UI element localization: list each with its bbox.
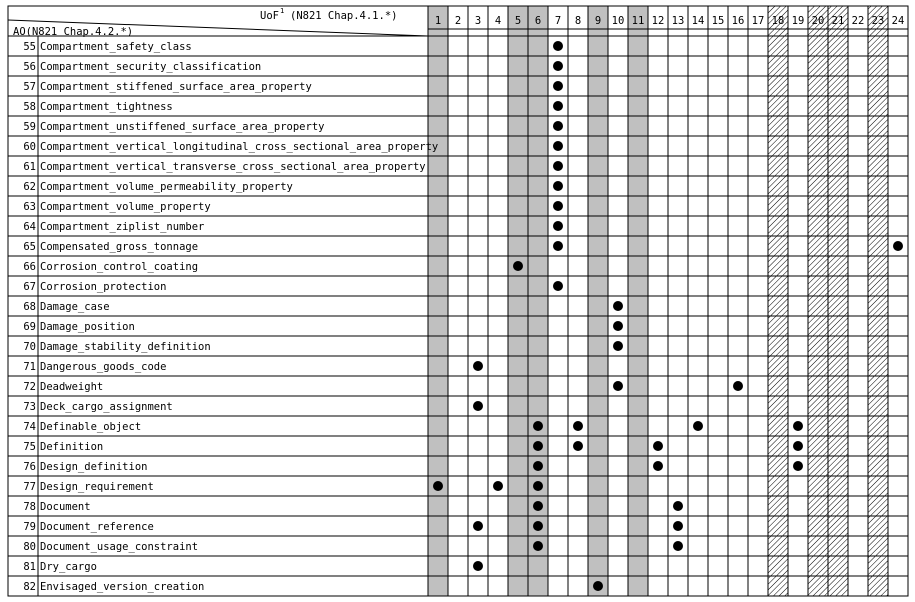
- row-label: Document_usage_constraint: [40, 541, 199, 553]
- mark-dot: [733, 381, 743, 391]
- row-label: Document: [40, 501, 91, 513]
- row-number: 56: [23, 61, 36, 73]
- row-label: Damage_case: [40, 301, 110, 313]
- column-fill-5: [508, 6, 528, 596]
- row-label: Document_reference: [40, 521, 154, 533]
- mark-dot: [493, 481, 503, 491]
- uof-label: UoF: [260, 10, 279, 22]
- mark-dot: [513, 261, 523, 271]
- row-number: 81: [23, 561, 36, 573]
- mark-dot: [653, 441, 663, 451]
- row-label: Compartment_stiffened_surface_area_property: [40, 81, 312, 93]
- column-header-11: 11: [631, 15, 645, 27]
- row-number: 73: [23, 401, 36, 413]
- row-label: Design_requirement: [40, 481, 154, 493]
- mark-dot: [673, 541, 683, 551]
- row-number: 75: [23, 441, 36, 453]
- mark-dot: [553, 81, 563, 91]
- column-header-21: 21: [831, 15, 845, 27]
- row-label: Corrosion_control_coating: [40, 261, 199, 273]
- mark-dot: [553, 281, 563, 291]
- mark-dot: [553, 201, 563, 211]
- ao-label: AO(N821 Chap.4.2.*): [13, 26, 134, 38]
- row-number: 55: [23, 41, 36, 53]
- row-number: 70: [23, 341, 36, 353]
- mark-dot: [553, 221, 563, 231]
- column-header-1: 1: [434, 15, 442, 27]
- mark-dot: [553, 41, 563, 51]
- mark-dot: [673, 501, 683, 511]
- mark-dot: [533, 541, 543, 551]
- row-label: Compartment_vertical_transverse_cross_sectional_area_property: [40, 161, 426, 173]
- mark-dot: [893, 241, 903, 251]
- mark-dot: [553, 161, 563, 171]
- row-number: 61: [23, 161, 36, 173]
- column-fill-20: [808, 6, 828, 596]
- row-label: Compartment_volume_property: [40, 201, 211, 213]
- row-number: 57: [23, 81, 36, 93]
- column-fill-21: [828, 6, 848, 596]
- mark-dot: [613, 301, 623, 311]
- row-label: Compartment_volume_permeability_property: [40, 181, 293, 193]
- mark-dot: [553, 181, 563, 191]
- row-label: Compartment_security_classification: [40, 61, 262, 73]
- column-fill-9: [588, 6, 608, 596]
- column-header-13: 13: [671, 15, 685, 27]
- row-label: Definition: [40, 441, 104, 453]
- row-label: Compartment_tightness: [40, 101, 173, 113]
- row-number: 74: [23, 421, 36, 433]
- row-label: Design_definition: [40, 461, 148, 473]
- mark-dot: [613, 381, 623, 391]
- row-number: 65: [23, 241, 36, 253]
- row-labels: [23, 41, 438, 593]
- column-header-23: 23: [871, 15, 885, 27]
- column-header-8: 8: [574, 15, 582, 27]
- row-label: Compartment_safety_class: [40, 41, 192, 53]
- row-label: Dangerous_goods_code: [40, 361, 167, 373]
- mark-dot: [653, 461, 663, 471]
- column-fill-1: [428, 6, 448, 596]
- column-headers: [435, 15, 904, 27]
- row-label: Compartment_ziplist_number: [40, 221, 205, 233]
- row-number: 60: [23, 141, 36, 153]
- row-number: 58: [23, 101, 36, 113]
- row-label: Deck_cargo_assignment: [40, 401, 173, 413]
- mark-dot: [553, 141, 563, 151]
- row-label: Damage_position: [40, 321, 135, 333]
- row-number: 80: [23, 541, 36, 553]
- column-header-19: 19: [791, 15, 805, 27]
- mark-dot: [433, 481, 443, 491]
- mark-dot: [673, 521, 683, 531]
- row-number: 67: [23, 281, 36, 293]
- column-header-5: 5: [514, 15, 522, 27]
- row-number: 77: [23, 481, 36, 493]
- row-number: 62: [23, 181, 36, 193]
- mark-dot: [533, 501, 543, 511]
- mark-dot: [613, 321, 623, 331]
- row-number: 76: [23, 461, 36, 473]
- mark-dot: [793, 461, 803, 471]
- mark-dot: [573, 421, 583, 431]
- mark-dot: [533, 481, 543, 491]
- column-header-9: 9: [594, 15, 602, 27]
- column-fill-23: [868, 6, 888, 596]
- column-header-2: 2: [454, 15, 462, 27]
- column-fill-11: [628, 6, 648, 596]
- row-label: Envisaged_version_creation: [40, 581, 205, 593]
- mark-dot: [533, 421, 543, 431]
- row-number: 68: [23, 301, 36, 313]
- mark-dot: [533, 521, 543, 531]
- mark-dot: [473, 361, 483, 371]
- mark-dot: [553, 61, 563, 71]
- column-header-18: 18: [771, 15, 785, 27]
- row-label: Deadweight: [40, 381, 104, 393]
- mark-dot: [473, 561, 483, 571]
- uof-chapter-ref: (N821 Chap.4.1.*): [290, 10, 398, 22]
- column-header-3: 3: [474, 15, 482, 27]
- column-header-15: 15: [711, 15, 725, 27]
- row-label: Dry_cargo: [40, 561, 97, 573]
- mark-dot: [533, 461, 543, 471]
- row-label: Definable_object: [40, 421, 142, 433]
- row-number: 78: [23, 501, 36, 513]
- column-header-24: 24: [891, 15, 905, 27]
- mark-dot: [553, 241, 563, 251]
- mark-dot: [553, 121, 563, 131]
- row-number: 64: [23, 221, 36, 233]
- column-header-6: 6: [534, 15, 542, 27]
- row-label: Corrosion_protection: [40, 281, 167, 293]
- column-header-12: 12: [651, 15, 665, 27]
- column-header-7: 7: [554, 15, 562, 27]
- mark-dot: [553, 101, 563, 111]
- column-header-16: 16: [731, 15, 745, 27]
- mark-dot: [793, 441, 803, 451]
- row-label: Compensated_gross_tonnage: [40, 241, 199, 253]
- row-number: 82: [23, 581, 36, 593]
- column-header-4: 4: [494, 15, 502, 27]
- uof-superscript: 1: [280, 7, 285, 15]
- row-label: Damage_stability_definition: [40, 341, 211, 353]
- column-fill-18: [768, 6, 788, 596]
- mark-dot: [793, 421, 803, 431]
- column-header-14: 14: [691, 15, 705, 27]
- row-number: 69: [23, 321, 36, 333]
- row-label: Compartment_vertical_longitudinal_cross_sectional_area_property: [40, 141, 439, 153]
- column-header-20: 20: [811, 15, 825, 27]
- row-number: 79: [23, 521, 36, 533]
- row-label: Compartment_unstiffened_surface_area_property: [40, 121, 325, 133]
- row-number: 63: [23, 201, 36, 213]
- row-number: 66: [23, 261, 36, 273]
- row-number: 59: [23, 121, 36, 133]
- column-header-22: 22: [851, 15, 865, 27]
- row-number: 71: [23, 361, 36, 373]
- row-number: 72: [23, 381, 36, 393]
- mark-dot: [473, 401, 483, 411]
- mark-dot: [693, 421, 703, 431]
- mark-dot: [593, 581, 603, 591]
- column-header-17: 17: [751, 15, 765, 27]
- column-fills: [428, 6, 888, 596]
- mark-dot: [473, 521, 483, 531]
- mark-dot: [573, 441, 583, 451]
- column-header-10: 10: [611, 15, 625, 27]
- mark-dot: [613, 341, 623, 351]
- mark-dot: [533, 441, 543, 451]
